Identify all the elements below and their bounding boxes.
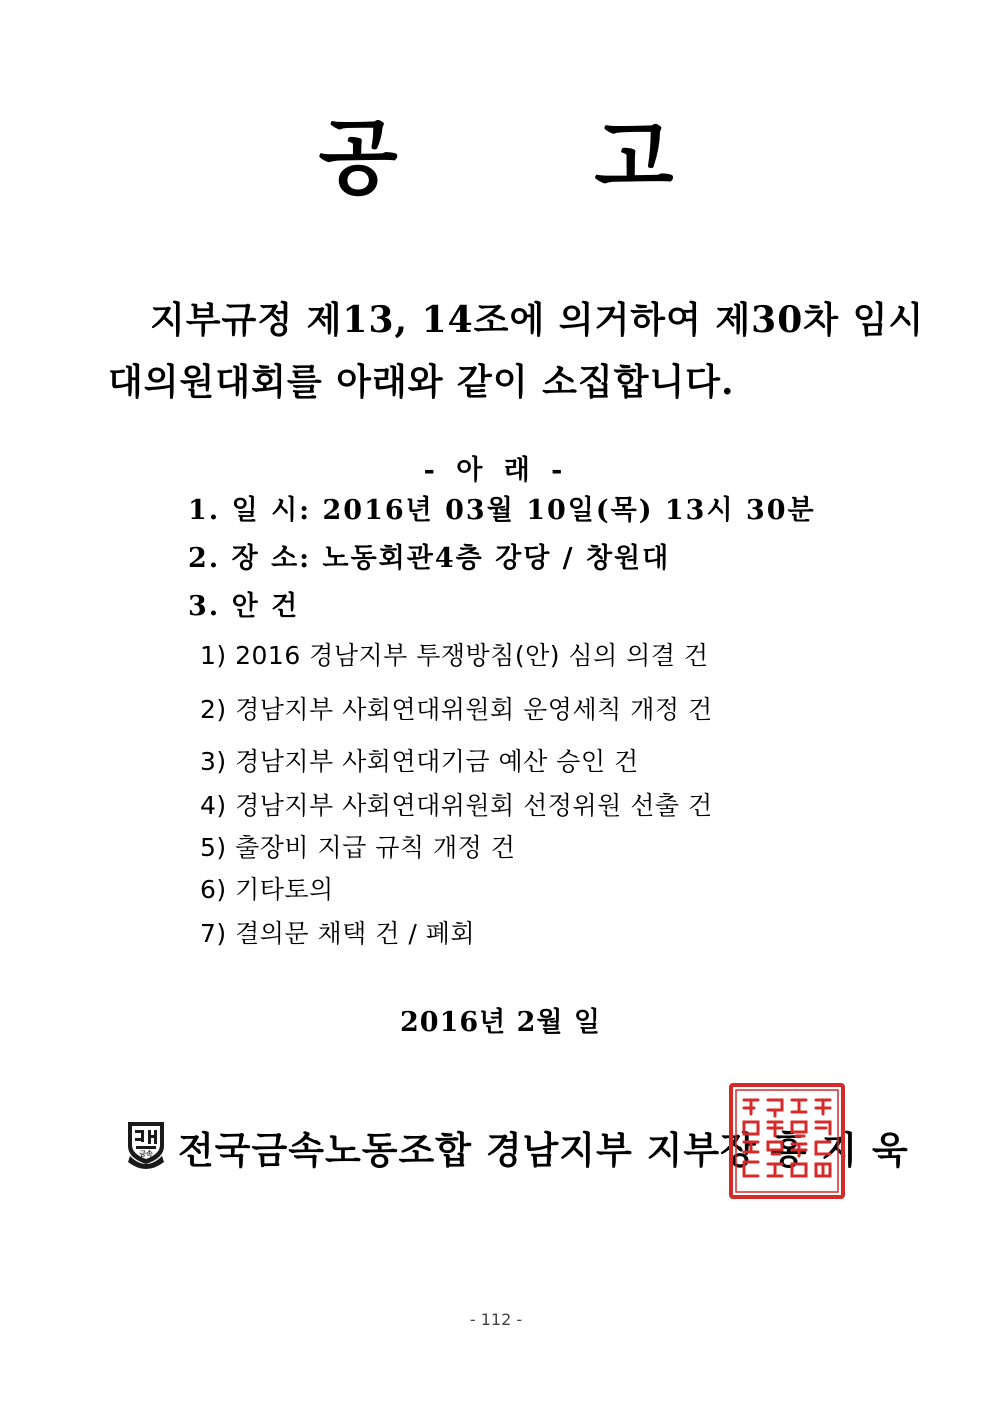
- svg-text:금속: 금속: [139, 1150, 153, 1158]
- agenda-item: 6) 기타토의: [200, 875, 334, 904]
- section-header: - 아 래 -: [423, 455, 569, 486]
- agenda-item: 2) 경남지부 사회연대위원회 운영세칙 개정 건: [200, 695, 713, 724]
- agenda-item: 3) 경남지부 사회연대기금 예산 승인 건: [200, 747, 639, 776]
- intro-line-1: 지부규정 제13, 14조에 의거하여 제30차 임시: [150, 299, 925, 341]
- official-seal: [728, 1082, 846, 1200]
- page-number: - 112 -: [469, 1310, 523, 1329]
- item-agenda-heading: 3. 안 건: [188, 591, 300, 622]
- seal-graphic: [728, 1082, 846, 1200]
- agenda-item: 4) 경남지부 사회연대위원회 선정위원 선출 건: [200, 791, 713, 820]
- agenda-item: 1) 2016 경남지부 투쟁방침(안) 심의 의결 건: [200, 641, 709, 670]
- item-location: 2. 장 소: 노동회관4층 강당 / 창원대: [188, 543, 671, 574]
- metal-union-emblem-icon: [124, 1116, 168, 1170]
- notice-title: 공 고: [318, 110, 758, 206]
- agenda-item: 7) 결의문 채택 건 / 폐회: [200, 919, 476, 948]
- union-logo-graphic: [124, 1116, 168, 1170]
- agenda-item: 5) 출장비 지급 규칙 개정 건: [200, 833, 516, 862]
- item-schedule: 1. 일 시: 2016년 03월 10일(목) 13시 30분: [188, 495, 816, 526]
- notice-date: 2016년 2월 일: [400, 1007, 601, 1038]
- intro-line-2: 대의원대회를 아래와 같이 소집합니다.: [108, 361, 735, 403]
- signature-line: 전국금속노동조합 경남지부 지부장 홍 지 욱: [178, 1128, 909, 1172]
